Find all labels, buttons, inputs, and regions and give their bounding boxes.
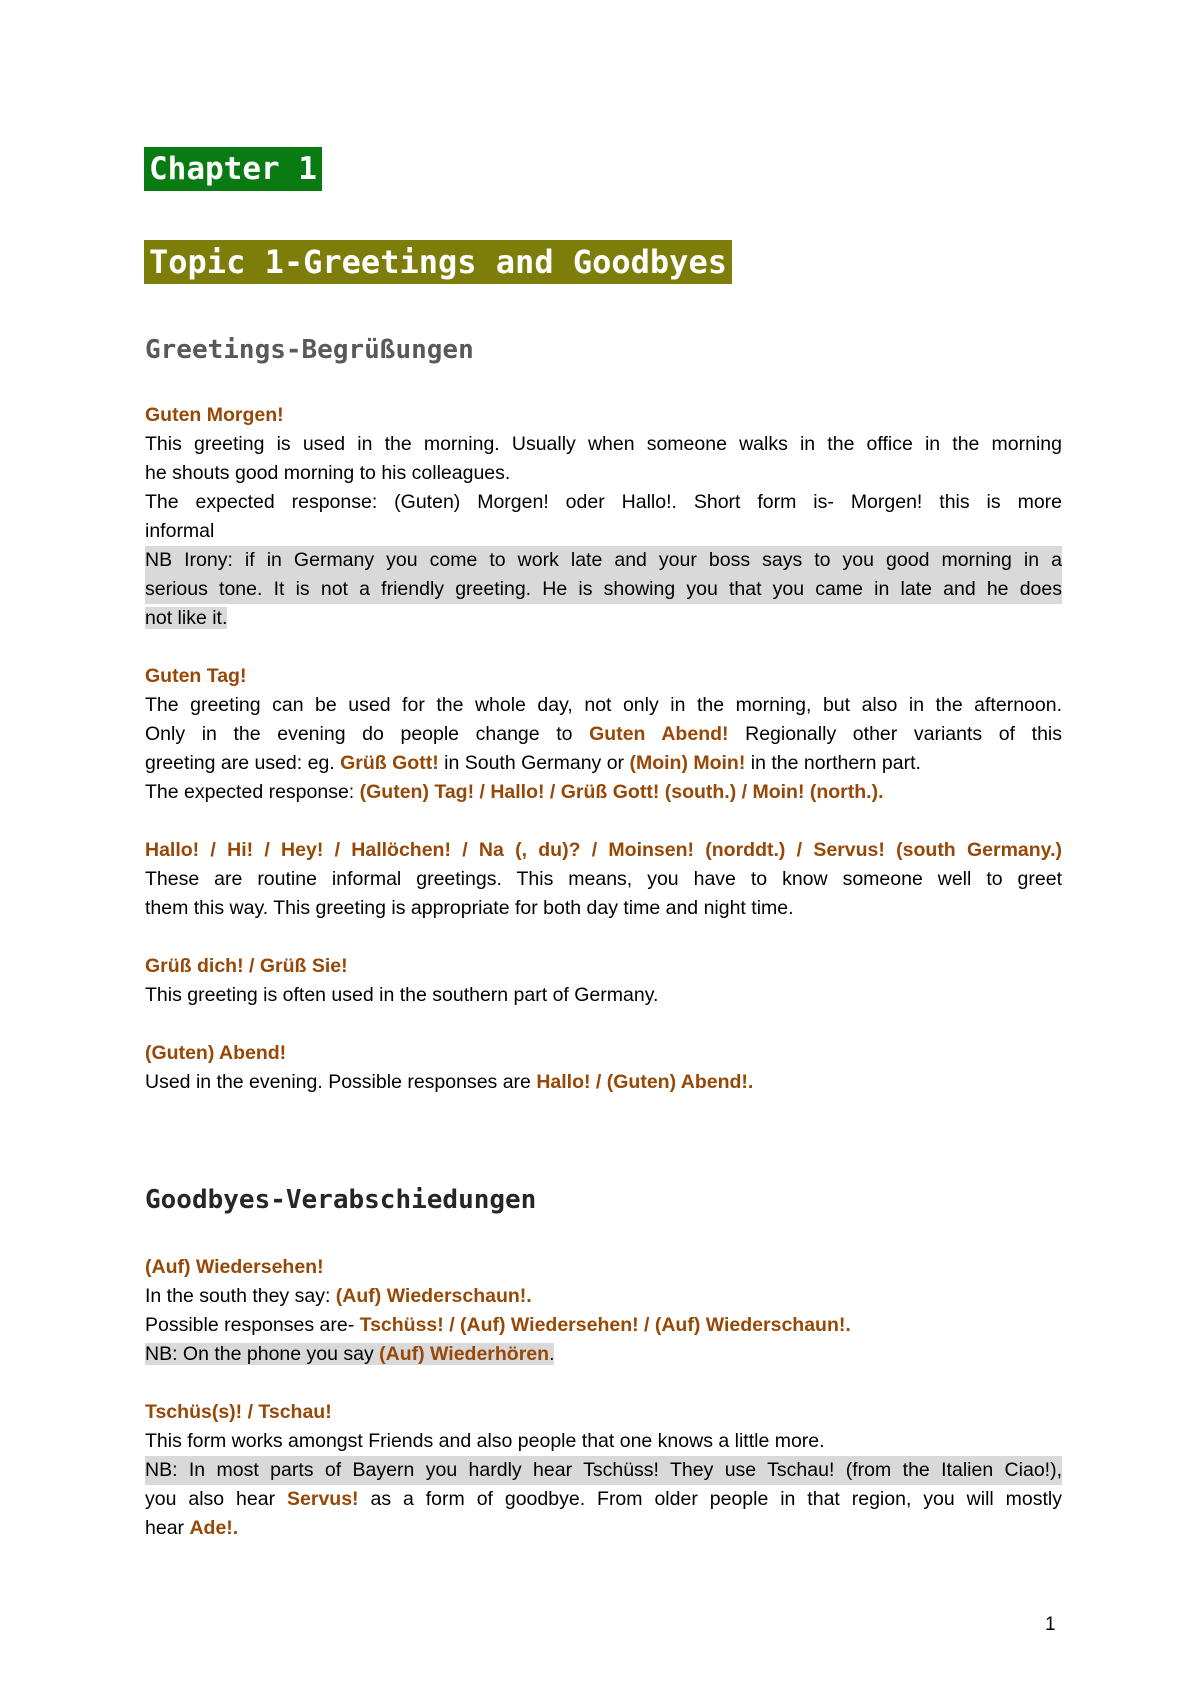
tschuess-line1: This form works amongst Friends and also people that one knows a little more.	[145, 1430, 825, 1452]
abend-line1: Used in the evening. Possible responses are Hallo! / (Guten) Abend!.	[145, 1071, 754, 1093]
wiedersehen-title: (Auf) Wiedersehen!	[145, 1256, 324, 1278]
gruss-dich-line1: This greeting is often used in the southern part of Germany.	[145, 984, 659, 1006]
wiedersehen-line1: In the south they say: (Auf) Wiederschaun!.	[145, 1285, 532, 1307]
topic-title: Topic 1-Greetings and Goodbyes	[144, 240, 732, 284]
guten-morgen-line4: informal	[145, 520, 215, 542]
informal-greetings-title: Hallo! / Hi! / Hey! / Hallöchen! / Na (, du)? / Moinsen! (norddt.) / Servus! (south Germany.)	[145, 839, 1062, 861]
greetings-heading: Greetings-Begrüßungen	[145, 335, 474, 365]
phone-note: NB: On the phone you say (Auf) Wiederhören.	[145, 1343, 555, 1365]
guten-tag-title: Guten Tag!	[145, 665, 247, 687]
guten-tag-line2: Only in the evening do people change to Guten Abend! Regionally other variants of this	[145, 723, 1062, 745]
informal-greetings-line2: them this way. This greeting is appropriate for both day time and night time.	[145, 897, 794, 919]
chapter-title: Chapter 1	[144, 147, 322, 191]
tschuess-title: Tschüs(s)! / Tschau!	[145, 1401, 332, 1423]
goodbyes-heading: Goodbyes-Verabschiedungen	[145, 1185, 537, 1215]
wiedersehen-line2: Possible responses are- Tschüss! / (Auf) Wiedersehen! / (Auf) Wiederschaun!.	[145, 1314, 851, 1336]
guten-morgen-line2: he shouts good morning to his colleagues.	[145, 462, 511, 484]
abend-title: (Guten) Abend!	[145, 1042, 287, 1064]
guten-tag-line3: greeting are used: eg. Grüß Gott! in South Germany or (Moin) Moin! in the northern part.	[145, 752, 921, 774]
bayern-note: NB: In most parts of Bayern you hardly hear Tschüss! They use Tschau! (from the Italien Ciao!),	[145, 1456, 1062, 1485]
irony-note-line1: NB Irony: if in Germany you come to work late and your boss says to you good morning in a	[145, 546, 1062, 575]
guten-tag-line4: The expected response: (Guten) Tag! / Hallo! / Grüß Gott! (south.) / Moin! (north.).	[145, 781, 884, 803]
guten-morgen-line1: This greeting is used in the morning. Usually when someone walks in the office in the morning	[145, 433, 1062, 455]
page-number: 1	[1045, 1614, 1056, 1635]
guten-tag-line1: The greeting can be used for the whole day, not only in the morning, but also in the afternoon.	[145, 694, 1062, 716]
tschuess-line2: you also hear Servus! as a form of goodbye. From older people in that region, you will mostly	[145, 1488, 1062, 1510]
informal-greetings-line1: These are routine informal greetings. This means, you have to know someone well to greet	[145, 868, 1062, 890]
guten-morgen-title: Guten Morgen!	[145, 404, 284, 426]
gruss-dich-title: Grüß dich! / Grüß Sie!	[145, 955, 348, 977]
tschuess-line3: hear Ade!.	[145, 1517, 239, 1539]
irony-note-line2: serious tone. It is not a friendly greeting. He is showing you that you came in late and he does	[145, 575, 1062, 604]
irony-note-line3: not like it.	[145, 607, 228, 629]
guten-morgen-line3: The expected response: (Guten) Morgen! oder Hallo!. Short form is- Morgen! this is more	[145, 491, 1062, 513]
